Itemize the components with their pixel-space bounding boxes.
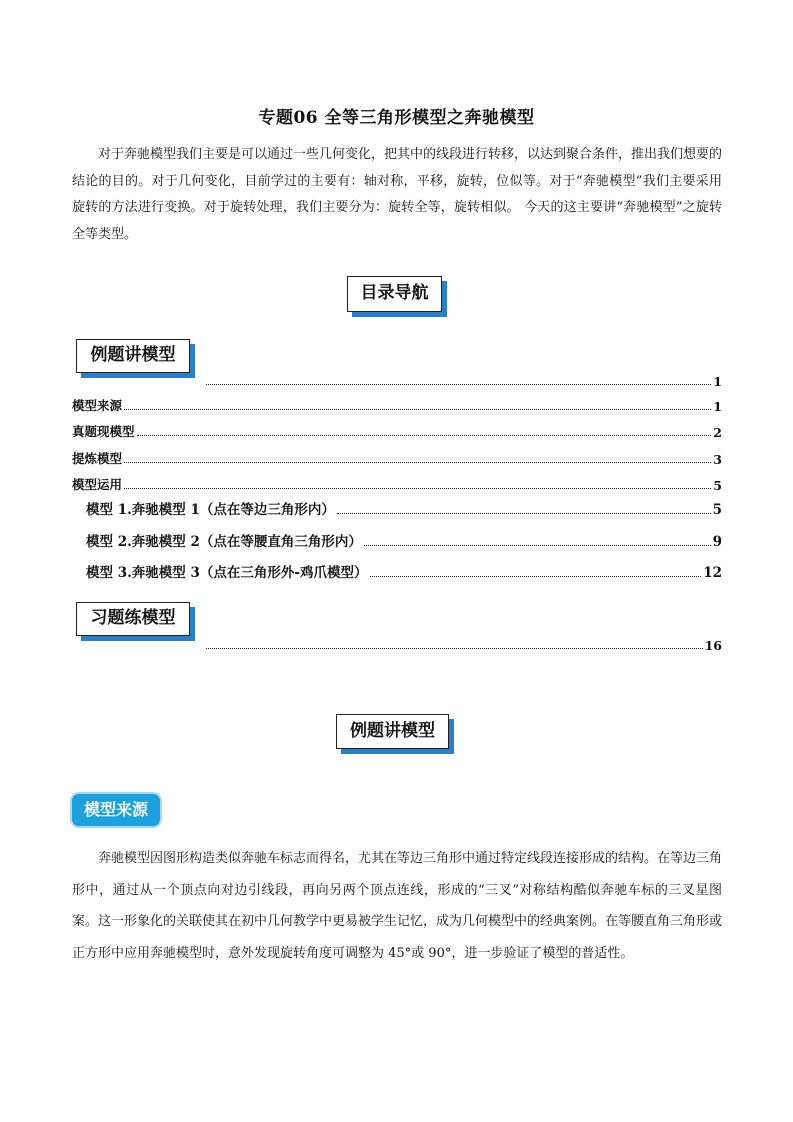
toc-page-number: 5 [713, 478, 722, 493]
toc-entry-label: 提炼模型 [72, 451, 123, 466]
toc-entry-group-2[interactable] [204, 635, 722, 653]
toc-entry-model-1[interactable] [86, 500, 722, 518]
toc-group-1-label: 例题讲模型 [90, 345, 176, 365]
toc-entry-model-source[interactable] [72, 396, 722, 414]
toc-page-number: 1 [713, 399, 722, 414]
section-heading-box [336, 714, 449, 749]
section-paragraph: 奔驰模型因图形构造类似奔驰车标志而得名，尤其在等边三角形中通过特定线段连接形成的结构。在等边三角形中，通过从一个顶点向对边引线段，再向另两个顶点连线，形成的“三叉”对称结构酷似奔驰车标的三叉星图案。这一形象化的关联使其在初中几何教学中更易被学生记忆，成为几何模型中的经典案例。在等腰直角三角形或正方形中应用奔驰模型时，意外发现旋转角度可调整为 45°或 90°，进一步验证了模型的普适性。 [72, 851, 723, 961]
toc-leader [124, 409, 711, 410]
toc-entry-model-usage[interactable] [72, 475, 722, 493]
toc-leader [124, 462, 711, 463]
toc-entry-label: 模型运用 [72, 477, 123, 492]
toc-entry-model-2[interactable] [86, 532, 722, 550]
page-title: 专题06 全等三角形模型之奔驰模型 [258, 108, 535, 128]
toc-group-1-box[interactable] [76, 339, 190, 373]
toc-entry-label: 真题现模型 [72, 424, 135, 439]
section-heading: 例题讲模型 [350, 721, 435, 741]
toc-page-number: 1 [713, 374, 722, 389]
intro-paragraph: 对于奔驰模型我们主要是可以通过一些几何变化，把其中的线段进行转移，以达到聚合条件，推出我们想要的结论的目的。对于几何变化，目前学过的主要有：轴对称，平移，旋转，位似等。对于“奔驰模型”我们主要采用旋转的方法进行变换。对于旋转处理，我们主要分为：旋转全等，旋转相似。 今天的这主要讲“奔驰模型”之旋转全等类型。 [72, 147, 723, 242]
toc-leader [124, 488, 711, 489]
toc-entry-label: 模型来源 [72, 398, 123, 413]
toc-leader [137, 435, 712, 436]
toc-heading: 目录导航 [360, 283, 429, 303]
toc-entry-label: 模型 3.奔驰模型 3（点在三角形外-鸡爪模型） [86, 565, 368, 581]
toc-group-2-label: 习题练模型 [90, 608, 176, 628]
toc-leader [206, 648, 703, 649]
toc-entry-label: 模型 1.奔驰模型 1（点在等边三角形内） [86, 502, 335, 518]
toc-page-number: 9 [712, 534, 722, 550]
toc-entry-refine-model[interactable] [72, 449, 722, 467]
toc-leader [364, 545, 711, 546]
toc-entry-model-3[interactable] [86, 563, 722, 581]
toc-page-number: 3 [713, 452, 722, 467]
toc-heading-box [347, 276, 442, 312]
subsection-badge: 模型来源 [72, 794, 160, 826]
toc-leader [337, 513, 711, 514]
toc-leader [370, 576, 702, 577]
toc-leader [206, 384, 711, 385]
toc-page-number: 2 [713, 425, 722, 440]
toc-page-number: 16 [704, 638, 722, 653]
toc-entry-label: 模型 2.奔驰模型 2（点在等腰直角三角形内） [86, 534, 362, 550]
toc-group-2-box[interactable] [76, 602, 190, 636]
toc-page-number: 12 [703, 565, 722, 581]
toc-page-number: 5 [712, 502, 722, 518]
toc-entry-group-1[interactable] [204, 371, 722, 389]
toc-entry-real-questions[interactable] [72, 422, 722, 440]
